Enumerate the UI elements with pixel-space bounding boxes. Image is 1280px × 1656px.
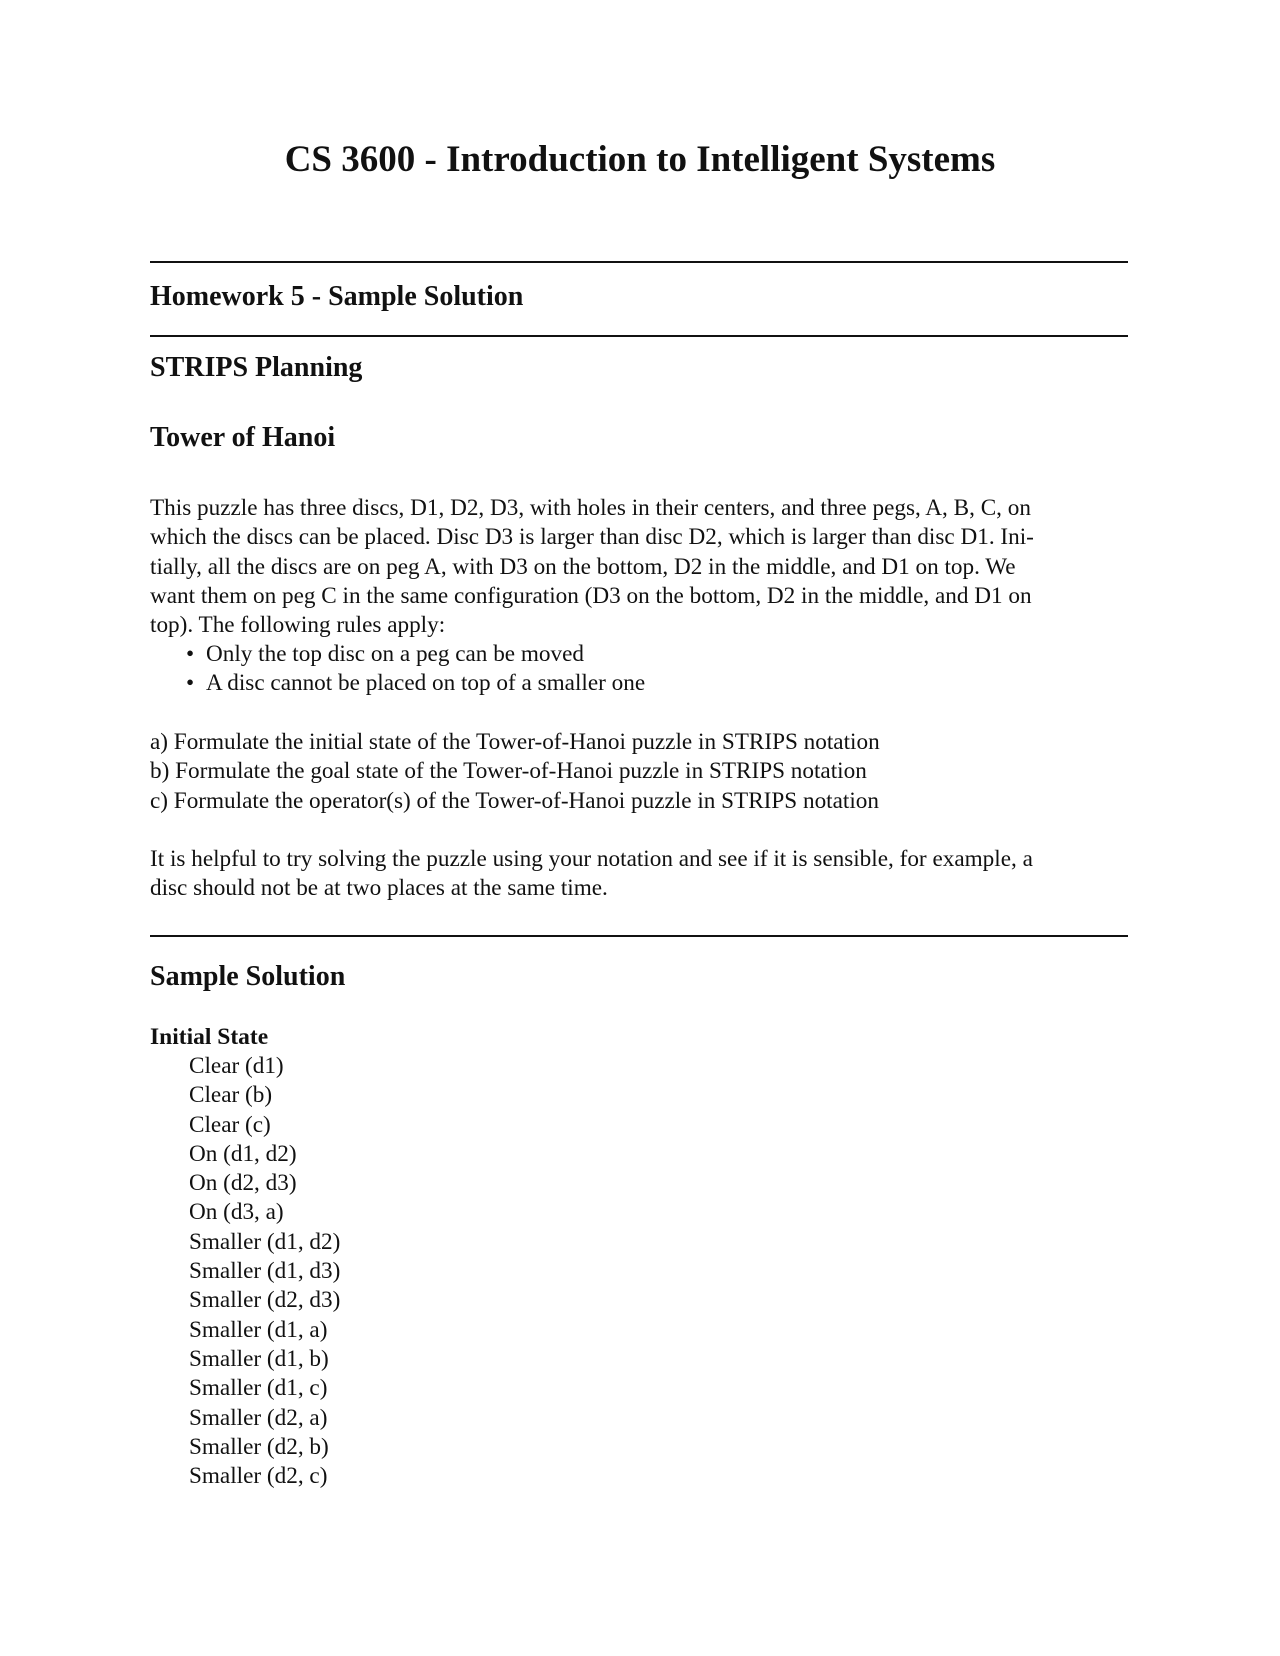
list-item: Clear (c) — [189, 1111, 271, 1138]
puzzle-heading: Tower of Hanoi — [150, 422, 336, 453]
list-item: Clear (d1) — [189, 1053, 284, 1079]
list-item — [186, 669, 645, 698]
problem-description — [150, 494, 1130, 640]
list-item: Clear (b) — [189, 1082, 273, 1109]
problem-line: want them on peg C in the same configuration (D3 on the bottom, D2 in the middle, and D1 on — [150, 582, 1032, 609]
rule-text: Only the top disc on a peg can be moved — [206, 641, 584, 667]
bullet-icon: • — [186, 670, 195, 697]
list-item: Smaller (d1, d3) — [189, 1258, 341, 1285]
list-item: Smaller (d1, a) — [189, 1316, 328, 1343]
hint-line: It is helpful to try solving the puzzle using your notation and see if it is sensible, for example, a — [150, 846, 1033, 872]
problem-line: top). The following rules apply: — [150, 612, 446, 639]
solution-heading: Sample Solution — [150, 961, 346, 992]
questions-list — [150, 728, 880, 816]
section-heading: STRIPS Planning — [150, 352, 363, 383]
hint-line: disc should not be at two places at the same time. — [150, 875, 608, 902]
rules-list — [186, 640, 645, 699]
question-c: c) Formulate the operator(s) of the Tower-of-Hanoi puzzle in STRIPS notation — [150, 787, 879, 814]
list-item: On (d2, d3) — [189, 1170, 297, 1197]
list-item: Smaller (d1, b) — [189, 1345, 329, 1372]
list-item: On (d1, d2) — [189, 1140, 297, 1167]
homework-heading: Homework 5 - Sample Solution — [150, 281, 524, 312]
bullet-icon: • — [186, 641, 195, 667]
list-item: Smaller (d2, c) — [189, 1463, 328, 1490]
initial-state-facts — [189, 1052, 340, 1491]
document-title: CS 3600 - Introduction to Intelligent Systems — [284, 139, 996, 180]
initial-state-heading: Initial State — [150, 1024, 269, 1050]
list-item: On (d3, a) — [189, 1199, 284, 1226]
list-item — [186, 640, 645, 669]
problem-line: which the discs can be placed. Disc D3 is larger than disc D2, which is larger than disc D1. Ini- — [150, 524, 1034, 551]
divider-top — [150, 261, 1128, 263]
list-item: Smaller (d2, d3) — [189, 1287, 341, 1314]
hint-paragraph — [150, 845, 1130, 904]
problem-line: This puzzle has three discs, D1, D2, D3, with holes in their centers, and three pegs, A, B, C, on — [150, 495, 1031, 521]
list-item: Smaller (d1, c) — [189, 1375, 328, 1402]
problem-line: tially, all the discs are on peg A, with D3 on the bottom, D2 in the middle, and D1 on top. We — [150, 553, 1016, 580]
list-item: Smaller (d1, d2) — [189, 1228, 341, 1255]
divider-solution — [150, 935, 1128, 937]
list-item: Smaller (d2, a) — [189, 1404, 328, 1431]
question-a: a) Formulate the initial state of the Tower-of-Hanoi puzzle in STRIPS notation — [150, 729, 880, 755]
divider-homework — [150, 335, 1128, 337]
rule-text: A disc cannot be placed on top of a smaller one — [206, 670, 646, 697]
list-item: Smaller (d2, b) — [189, 1433, 329, 1460]
question-b: b) Formulate the goal state of the Tower-of-Hanoi puzzle in STRIPS notation — [150, 758, 867, 785]
